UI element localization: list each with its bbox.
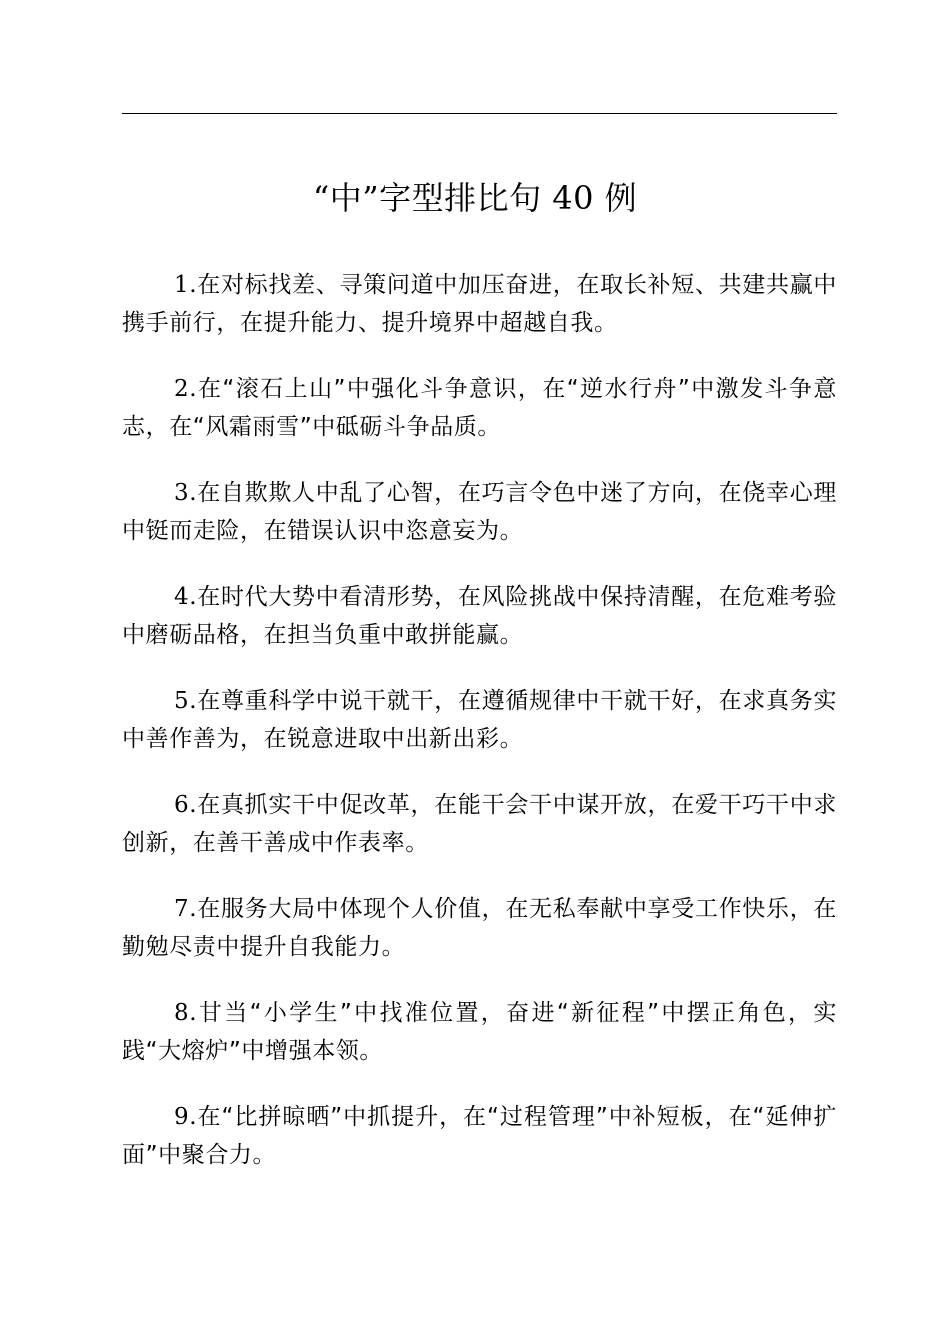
list-item: [122, 682, 837, 758]
item-number: 9.: [174, 1104, 198, 1130]
item-text: 在真抓实干中促改革，在能干会干中谋开放，在爱干巧干中求创新，在善干善成中作表率。: [122, 792, 837, 856]
list-item: [122, 786, 837, 862]
item-number: 8.: [174, 1000, 198, 1026]
list-item: [122, 994, 837, 1070]
item-text: 在尊重科学中说干就干，在遵循规律中干就干好，在求真务实中善作善为，在锐意进取中出新出彩。: [122, 688, 837, 752]
list-item: [122, 1098, 837, 1174]
item-number: 5.: [174, 688, 198, 714]
item-text: 甘当“小学生”中找准位置，奋进“新征程”中摆正角色，实践“大熔炉”中增强本领。: [122, 1000, 837, 1064]
item-number: 1.: [174, 272, 198, 298]
item-text: 在时代大势中看清形势，在风险挑战中保持清醒，在危难考验中磨砺品格，在担当负重中敢拼能赢。: [122, 584, 837, 648]
item-text: 在对标找差、寻策问道中加压奋进，在取长补短、共建共赢中携手前行，在提升能力、提升境界中超越自我。: [122, 272, 837, 336]
item-text: 在服务大局中体现个人价值，在无私奉献中享受工作快乐，在勤勉尽责中提升自我能力。: [122, 896, 837, 960]
item-number: 7.: [174, 896, 198, 922]
list-item: [122, 474, 837, 550]
item-text: 在“滚石上山”中强化斗争意识，在“逆水行舟”中激发斗争意志，在“风霜雨雪”中砥砺斗争品质。: [122, 376, 837, 440]
item-text: 在自欺欺人中乱了心智，在巧言令色中迷了方向，在侥幸心理中铤而走险，在错误认识中恣意妄为。: [122, 480, 837, 544]
list-item: [122, 266, 837, 342]
item-number: 2.: [174, 376, 198, 402]
item-text: 在“比拼晾晒”中抓提升，在“过程管理”中补短板，在“延伸扩面”中聚合力。: [122, 1104, 837, 1168]
item-number: 3.: [174, 480, 198, 506]
item-number: 6.: [174, 792, 198, 818]
page-title: “中”字型排比句 40 例: [312, 179, 638, 217]
list-item: [122, 578, 837, 654]
header-rule: [122, 113, 837, 114]
item-number: 4.: [174, 584, 198, 610]
list-item: [122, 370, 837, 446]
list-item: [122, 890, 837, 966]
item-list: [122, 266, 837, 1202]
